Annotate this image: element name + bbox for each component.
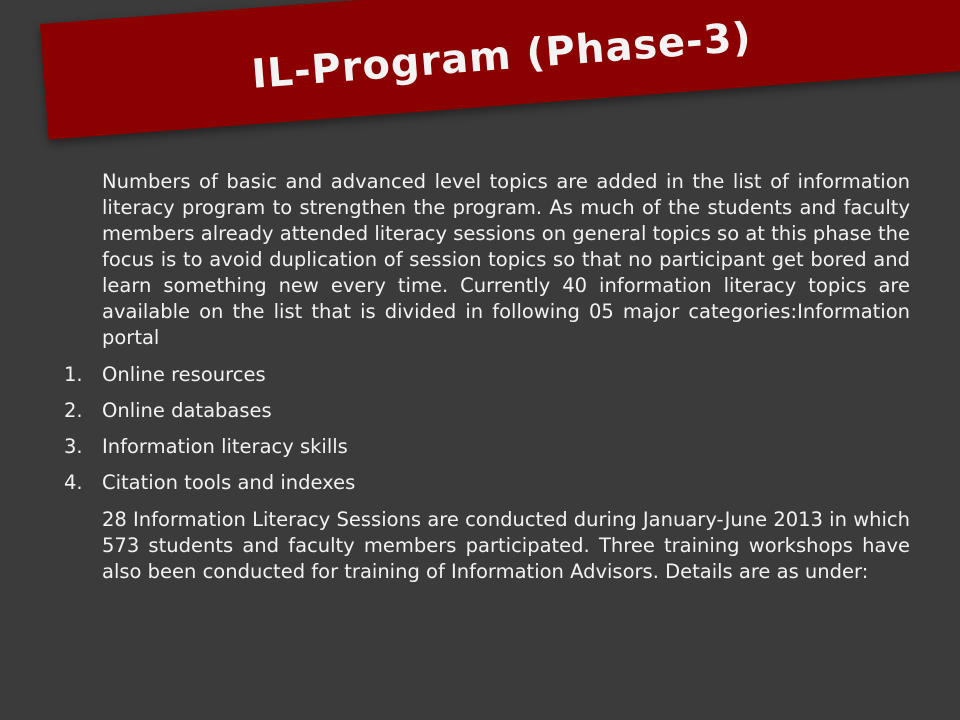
list-item-label: Citation tools and indexes: [102, 471, 356, 494]
list-item-number: 4.: [64, 471, 83, 494]
slide-title: IL-Program (Phase-3): [250, 14, 754, 98]
list-item-label: Information literacy skills: [102, 435, 348, 458]
list-item: [64, 429, 910, 465]
summary-paragraph: 28 Information Literacy Sessions are conducted during January-June 2013 in which 573 students and faculty members participated. Three training workshops have also been conducted for training of Information Advisors. Details are as under:: [102, 508, 910, 583]
list-item: [64, 393, 910, 429]
category-list: [64, 357, 910, 501]
list-item: [64, 465, 910, 501]
list-item: [64, 357, 910, 393]
list-item-number: 3.: [64, 435, 83, 458]
list-item-label: Online resources: [102, 363, 266, 386]
list-item-number: 2.: [64, 399, 83, 422]
intro-paragraph: Numbers of basic and advanced level topics are added in the list of information literacy program to strengthen the program. As much of the students and faculty members already attended literacy sessions on general topics so at this phase the focus is to avoid duplication of session topics so that no participant get bored and learn something new every time. Currently 40 information literacy topics are available on the list that is divided in following 05 major categories:Information portal: [102, 170, 910, 349]
slide-body: [64, 169, 910, 585]
list-item-number: 1.: [64, 363, 83, 386]
list-item-label: Online databases: [102, 399, 272, 422]
